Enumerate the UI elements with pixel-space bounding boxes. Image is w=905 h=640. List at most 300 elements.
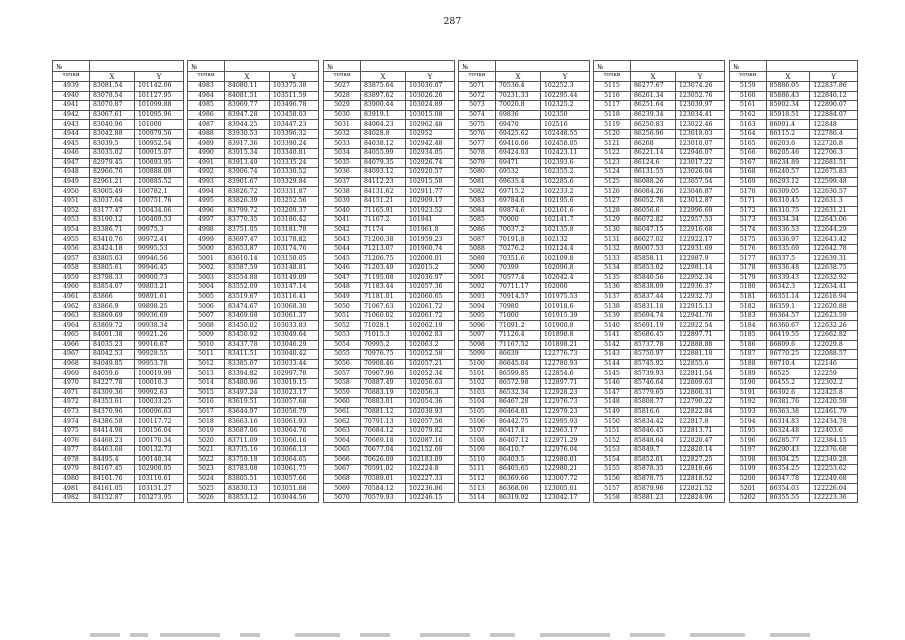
table-row (594, 331, 725, 341)
y-coordinate: 122855.6 (676, 359, 725, 369)
y-coordinate: 100033.25 (135, 398, 184, 408)
y-coordinate: 122632.26 (810, 321, 858, 331)
x-coordinate: 85750.97 (631, 350, 676, 360)
table-row (459, 225, 590, 235)
y-coordinate: 102052.58 (406, 350, 455, 360)
point-number: 5193 (730, 407, 767, 417)
table-row (459, 417, 590, 427)
y-coordinate: 99938.34 (135, 321, 184, 331)
x-coordinate: 70914.57 (496, 292, 541, 302)
table-row (459, 110, 590, 120)
y-coordinate: 103511.59 (270, 91, 319, 101)
point-number: 5156 (594, 474, 631, 484)
table-row (53, 273, 184, 283)
table-row (324, 263, 455, 273)
x-coordinate: 71060.02 (361, 311, 406, 321)
x-coordinate: 86047.15 (631, 225, 676, 235)
table-row (53, 216, 184, 226)
point-number: 4996 (188, 206, 225, 216)
table-row (53, 139, 184, 149)
y-coordinate: 103149.09 (270, 273, 319, 283)
coordinates-table (593, 60, 725, 503)
x-coordinate: 83081.54 (90, 82, 135, 92)
point-number: 5065 (324, 445, 361, 455)
table-row (730, 369, 858, 379)
point-number: 4977 (53, 445, 90, 455)
x-coordinate: 82966.76 (90, 168, 135, 178)
table-row (324, 436, 455, 446)
x-coordinate: 83875.64 (361, 82, 406, 92)
x-coordinate: 86368.06 (496, 484, 541, 494)
y-coordinate: 102908.05 (135, 465, 184, 475)
x-coordinate: 83190.12 (90, 216, 135, 226)
x-coordinate: 86417.8 (496, 426, 541, 436)
y-coordinate: 99803.21 (135, 283, 184, 293)
point-number: 5002 (188, 263, 225, 273)
point-number: 5000 (188, 244, 225, 254)
y-coordinate: 122976.73 (541, 398, 590, 408)
x-coordinate: 83947.28 (225, 110, 270, 120)
coordinates-tables (52, 60, 858, 626)
table-row (324, 283, 455, 293)
y-coordinate: 122818.52 (676, 474, 725, 484)
y-coordinate: 100096.63 (135, 407, 184, 417)
table-row (594, 263, 725, 273)
y-coordinate: 103058.79 (270, 407, 319, 417)
y-coordinate: 102325.2 (541, 101, 590, 111)
table-row (53, 417, 184, 427)
point-number: 5106 (459, 417, 496, 427)
x-coordinate: 83697.47 (225, 235, 270, 245)
y-coordinate: 99946.56 (135, 254, 184, 264)
y-coordinate: 103064.65 (270, 455, 319, 465)
point-number: 5049 (324, 292, 361, 302)
table-row (53, 292, 184, 302)
point-number: 4971 (53, 388, 90, 398)
table-row (188, 378, 319, 388)
point-number: 5131 (594, 235, 631, 245)
x-coordinate: 86354.25 (766, 465, 810, 475)
y-coordinate: 99975.3 (135, 225, 184, 235)
table-row (730, 149, 858, 159)
table-row (730, 426, 858, 436)
x-coordinate: 85886.43 (766, 91, 810, 101)
table-row (730, 187, 858, 197)
coordinates-table (52, 60, 184, 503)
y-coordinate: 103396.32 (270, 129, 319, 139)
y-coordinate: 122146 (810, 359, 858, 369)
x-coordinate: 70020.8 (496, 101, 541, 111)
point-number: 5154 (594, 455, 631, 465)
table-row (324, 331, 455, 341)
point-number: 5094 (459, 302, 496, 312)
point-number: 5198 (730, 455, 767, 465)
point-number: 5112 (459, 474, 496, 484)
point-number: 5081 (459, 177, 496, 187)
point-number: 5179 (730, 273, 767, 283)
y-coordinate: 100170.34 (135, 436, 184, 446)
x-coordinate: 83039.5 (90, 139, 135, 149)
table-row (324, 455, 455, 465)
y-coordinate: 122644.29 (810, 225, 858, 235)
table-row (188, 177, 319, 187)
point-number: 5059 (324, 388, 361, 398)
x-coordinate: 71195.08 (361, 273, 406, 283)
x-coordinate: 86304.25 (766, 455, 810, 465)
table-row (594, 187, 725, 197)
y-coordinate: 103150.05 (270, 254, 319, 264)
x-coordinate: 85878.75 (631, 474, 676, 484)
x-coordinate: 69836 (496, 110, 541, 120)
x-coordinate: 70711.17 (496, 283, 541, 293)
y-coordinate: 102000 (541, 283, 590, 293)
point-number: 5086 (459, 225, 496, 235)
table-row (324, 120, 455, 130)
x-coordinate: 86351.14 (766, 292, 810, 302)
table-row (459, 206, 590, 216)
point-number: 4940 (53, 91, 90, 101)
point-number: 5078 (459, 149, 496, 159)
x-coordinate: 86234.89 (766, 158, 810, 168)
y-coordinate: 122384.15 (810, 436, 858, 446)
point-number: 5149 (594, 407, 631, 417)
table-row (594, 216, 725, 226)
x-coordinate: 83519.67 (225, 292, 270, 302)
y-coordinate: 102062.19 (406, 321, 455, 331)
y-coordinate: 103024.89 (406, 101, 455, 111)
y-coordinate: 122971.29 (541, 436, 590, 446)
point-number: 4987 (188, 120, 225, 130)
y-coordinate: 102942.48 (406, 139, 455, 149)
point-number: 5187 (730, 350, 767, 360)
y-coordinate: 122976.04 (541, 445, 590, 455)
table-row (459, 311, 590, 321)
header-y: Y (541, 72, 590, 82)
x-coordinate: 71206.75 (361, 254, 406, 264)
point-number: 5180 (730, 283, 767, 293)
table-row (324, 110, 455, 120)
y-coordinate: 102087.16 (406, 436, 455, 446)
x-coordinate: 84463.68 (90, 445, 135, 455)
x-coordinate: 83040.96 (90, 120, 135, 130)
x-coordinate: 85737.78 (631, 340, 676, 350)
point-number: 5073 (459, 101, 496, 111)
header-points: точки (594, 72, 631, 82)
table-row (730, 455, 858, 465)
y-coordinate: 100010.3 (135, 378, 184, 388)
x-coordinate: 84161.05 (90, 484, 135, 494)
point-number: 5136 (594, 283, 631, 293)
x-coordinate: 85878.35 (631, 465, 676, 475)
x-coordinate: 69532 (496, 168, 541, 178)
x-coordinate: 83969.77 (225, 101, 270, 111)
y-coordinate: 123007.72 (541, 474, 590, 484)
x-coordinate: 71067.63 (361, 302, 406, 312)
x-coordinate: 86056.6 (631, 206, 676, 216)
y-coordinate: 123010.07 (676, 139, 725, 149)
table-row (188, 168, 319, 178)
x-coordinate: 86251.64 (631, 101, 676, 111)
point-number: 4992 (188, 168, 225, 178)
x-coordinate: 83005.49 (90, 187, 135, 197)
table-row (459, 426, 590, 436)
point-number: 5001 (188, 254, 225, 264)
table-row (594, 340, 725, 350)
table-row (459, 465, 590, 475)
table-row (594, 436, 725, 446)
y-coordinate: 102036.97 (406, 273, 455, 283)
x-coordinate: 84035.23 (90, 340, 135, 350)
table-row (188, 340, 319, 350)
x-coordinate: 84055.99 (361, 149, 406, 159)
point-number: 5048 (324, 283, 361, 293)
table-row (53, 244, 184, 254)
table-row (188, 225, 319, 235)
point-number: 5044 (324, 244, 361, 254)
table-row (53, 177, 184, 187)
y-coordinate: 100888.09 (135, 168, 184, 178)
y-coordinate: 99972.41 (135, 235, 184, 245)
point-number: 5194 (730, 417, 767, 427)
point-number: 5111 (459, 465, 496, 475)
x-coordinate: 84131.62 (361, 187, 406, 197)
table-row (324, 407, 455, 417)
x-coordinate: 83805.61 (90, 263, 135, 273)
y-coordinate: 122029.8 (810, 340, 858, 350)
y-coordinate: 103151.27 (135, 484, 184, 494)
point-number: 5095 (459, 311, 496, 321)
point-number: 5006 (188, 302, 225, 312)
table-row (53, 321, 184, 331)
y-coordinate: 122922.17 (676, 235, 725, 245)
y-coordinate: 102096.8 (541, 263, 590, 273)
y-coordinate: 102056.3 (406, 388, 455, 398)
coordinates-table (729, 60, 858, 503)
table-row (594, 177, 725, 187)
point-number: 5033 (324, 139, 361, 149)
x-coordinate: 84004.23 (361, 120, 406, 130)
table-row (594, 120, 725, 130)
x-coordinate: 86115.2 (766, 129, 810, 139)
y-coordinate: 123046.87 (676, 187, 725, 197)
table-row (459, 369, 590, 379)
x-coordinate: 83424.18 (90, 244, 135, 254)
x-coordinate: 83450.92 (225, 331, 270, 341)
table-row (459, 263, 590, 273)
x-coordinate: 86360.67 (766, 321, 810, 331)
table-row (730, 120, 858, 130)
x-coordinate: 70231.33 (496, 91, 541, 101)
x-coordinate: 85879.96 (631, 484, 676, 494)
x-coordinate: 71200.38 (361, 235, 406, 245)
y-coordinate: 102042.4 (541, 273, 590, 283)
point-number: 4978 (53, 455, 90, 465)
table-row (188, 149, 319, 159)
table-row (188, 493, 319, 503)
point-number: 5172 (730, 206, 767, 216)
y-coordinate: 122634.41 (810, 283, 858, 293)
table-row (53, 91, 184, 101)
point-number: 5083 (459, 196, 496, 206)
table-row (594, 407, 725, 417)
point-number: 4990 (188, 149, 225, 159)
point-number: 4985 (188, 101, 225, 111)
table-row (188, 139, 319, 149)
y-coordinate: 102057.36 (406, 283, 455, 293)
x-coordinate: 86277.67 (631, 82, 676, 92)
point-number: 5115 (594, 82, 631, 92)
table-row (53, 493, 184, 503)
point-number: 5053 (324, 331, 361, 341)
x-coordinate: 71028.1 (361, 321, 406, 331)
y-coordinate: 102061.72 (406, 302, 455, 312)
point-number: 5101 (459, 369, 496, 379)
y-coordinate: 102926.74 (406, 158, 455, 168)
table-row (730, 235, 858, 245)
table-row (459, 216, 590, 226)
x-coordinate: 86203.6 (766, 139, 810, 149)
x-coordinate: 71181.01 (361, 292, 406, 302)
point-number: 5019 (188, 426, 225, 436)
y-coordinate: 102079.82 (406, 426, 455, 436)
point-number: 5079 (459, 158, 496, 168)
point-number: 5164 (730, 129, 767, 139)
y-coordinate: 101923.52 (406, 206, 455, 216)
point-number: 5036 (324, 168, 361, 178)
x-coordinate: 83735.16 (225, 445, 270, 455)
x-coordinate: 83587.59 (225, 263, 270, 273)
y-coordinate: 122800.31 (676, 388, 725, 398)
x-coordinate: 85840.56 (631, 273, 676, 283)
y-coordinate: 103116.41 (270, 292, 319, 302)
point-number: 5177 (730, 254, 767, 264)
point-number: 5085 (459, 216, 496, 226)
y-coordinate: 122253.62 (810, 465, 858, 475)
table-row (594, 244, 725, 254)
point-number: 4980 (53, 474, 90, 484)
y-coordinate: 122223.36 (810, 493, 858, 503)
y-coordinate: 122981.14 (676, 263, 725, 273)
table-row (53, 398, 184, 408)
table-row (53, 158, 184, 168)
header-x: X (766, 72, 810, 82)
x-coordinate: 84080.11 (225, 82, 270, 92)
y-coordinate: 122996.69 (676, 206, 725, 216)
x-coordinate: 85779.65 (631, 388, 676, 398)
y-coordinate: 103335.24 (270, 158, 319, 168)
point-number: 5110 (459, 455, 496, 465)
table-row (324, 292, 455, 302)
x-coordinate: 86464.81 (496, 407, 541, 417)
header-x: X (90, 72, 135, 82)
y-coordinate: 103186.42 (270, 216, 319, 226)
y-coordinate: 123034.41 (676, 110, 725, 120)
table-row (730, 101, 858, 111)
x-coordinate: 86124.6 (631, 158, 676, 168)
point-number: 5118 (594, 110, 631, 120)
point-number: 5129 (594, 216, 631, 226)
point-number: 5153 (594, 445, 631, 455)
x-coordinate: 83901.67 (225, 177, 270, 187)
header-xy (225, 61, 319, 72)
y-coordinate: 122888.88 (676, 340, 725, 350)
y-coordinate: 102015.2 (406, 263, 455, 273)
header-x: X (361, 72, 406, 82)
coordinates-table (458, 60, 590, 503)
x-coordinate: 85831.18 (631, 302, 676, 312)
y-coordinate: 101918.6 (541, 302, 590, 312)
point-number: 5005 (188, 292, 225, 302)
point-number: 4979 (53, 465, 90, 475)
point-number: 5091 (459, 273, 496, 283)
table-row (188, 484, 319, 494)
y-coordinate: 122720.8 (810, 139, 858, 149)
x-coordinate: 86532.34 (496, 388, 541, 398)
point-number: 4973 (53, 407, 90, 417)
y-coordinate: 122643.06 (810, 216, 858, 226)
point-number: 5092 (459, 283, 496, 293)
y-coordinate: 123074.26 (676, 82, 725, 92)
table-row (188, 292, 319, 302)
x-coordinate: 84151.21 (361, 196, 406, 206)
table-row (730, 177, 858, 187)
y-coordinate: 102962.48 (406, 120, 455, 130)
header-points: точки (730, 72, 767, 82)
point-number: 5062 (324, 417, 361, 427)
x-coordinate: 86809.6 (766, 340, 810, 350)
point-number: 5080 (459, 168, 496, 178)
x-coordinate: 83900.44 (361, 101, 406, 111)
table-row (730, 340, 858, 350)
x-coordinate: 70577.4 (496, 273, 541, 283)
table-row (594, 139, 725, 149)
point-number: 4959 (53, 273, 90, 283)
y-coordinate: 101960.74 (406, 244, 455, 254)
table-row (730, 474, 858, 484)
header-xy (361, 61, 455, 72)
y-coordinate: 122349.28 (810, 455, 858, 465)
y-coordinate: 100893.95 (135, 158, 184, 168)
header-y: Y (270, 72, 319, 82)
y-coordinate: 103049.64 (270, 331, 319, 341)
y-coordinate: 122623.59 (810, 311, 858, 321)
x-coordinate: 86355.55 (766, 493, 810, 503)
header-points: точки (324, 72, 361, 82)
table-row (188, 369, 319, 379)
x-coordinate: 86525 (766, 369, 810, 379)
x-coordinate: 86336.97 (766, 235, 810, 245)
table-row (53, 388, 184, 398)
table-row (459, 350, 590, 360)
point-number: 4949 (53, 177, 90, 187)
point-number: 5120 (594, 129, 631, 139)
x-coordinate: 69471 (496, 158, 541, 168)
x-coordinate: 84081.51 (225, 91, 270, 101)
y-coordinate: 122302.2 (810, 378, 858, 388)
y-coordinate: 99953.78 (135, 359, 184, 369)
y-coordinate: 122820.47 (676, 436, 725, 446)
x-coordinate: 71203.49 (361, 263, 406, 273)
point-number: 5097 (459, 331, 496, 341)
point-number: 5067 (324, 465, 361, 475)
header-y: Y (406, 72, 455, 82)
x-coordinate: 86419.55 (766, 331, 810, 341)
x-coordinate: 71091.2 (496, 321, 541, 331)
point-number: 4964 (53, 321, 90, 331)
point-number: 5166 (730, 149, 767, 159)
y-coordinate: 122922.54 (676, 321, 725, 331)
point-number: 5045 (324, 254, 361, 264)
